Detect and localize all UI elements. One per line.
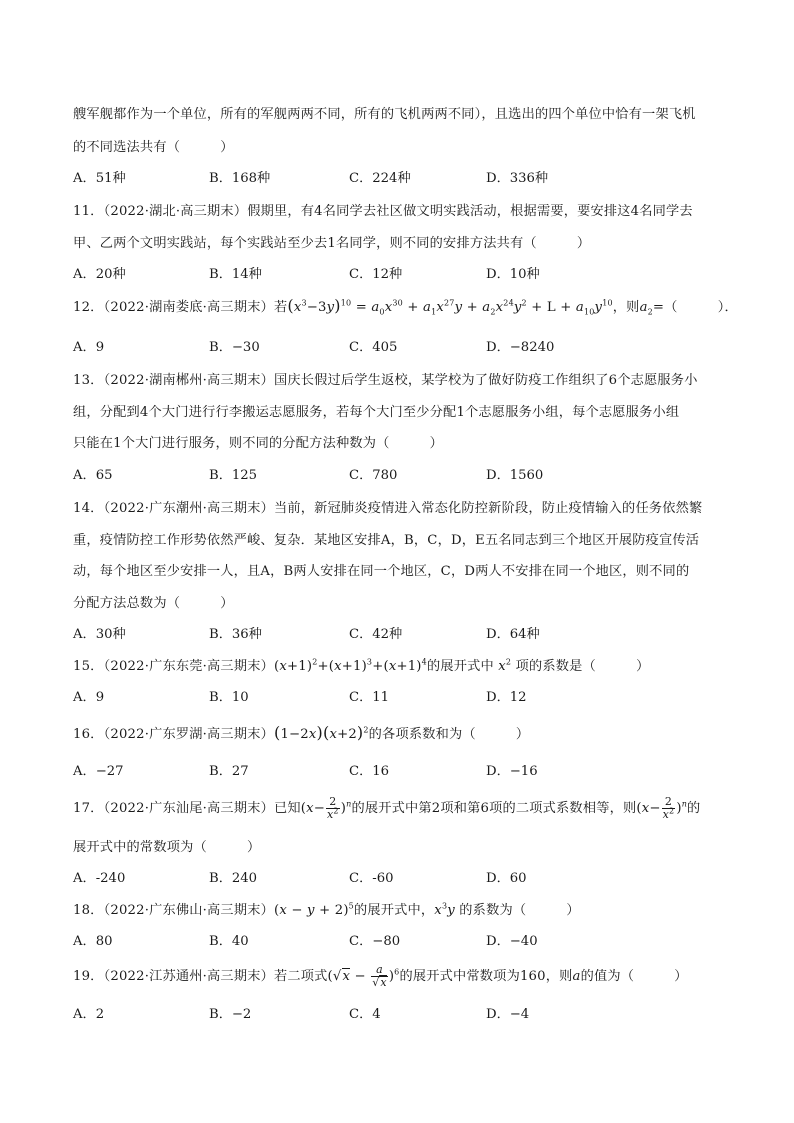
q19-formula: (√x − $\frac{a}{√x}$ )$^6$ bbox=[327, 963, 400, 989]
q16-suffix: 的各项系数和为（ ） bbox=[368, 727, 530, 742]
q17-formula-1: (x− $\frac{2}{x^2}$ )$^n$ bbox=[300, 795, 352, 821]
q12-text bbox=[73, 296, 738, 315]
q14-option-a: A．30种 bbox=[73, 627, 126, 642]
q15-option-c: C．11 bbox=[349, 690, 390, 705]
q11-option-a: A．20种 bbox=[73, 267, 126, 282]
q14-option-d: D．64种 bbox=[486, 627, 540, 642]
q11-option-c: C．12种 bbox=[349, 267, 403, 282]
q17-text-line2: 展开式中的常数项为（ ） bbox=[73, 840, 261, 855]
q11-text-line1: 11．（2022·湖北·高三期末）假期里，有4名同学去社区做文明实践活动，根据需要，要安排这4名同学去 bbox=[73, 204, 693, 219]
q19-option-c: C．4 bbox=[349, 1007, 381, 1022]
q16-option-a: A．−27 bbox=[73, 764, 124, 779]
q13-option-b: B．125 bbox=[209, 468, 258, 483]
q15-tail: 项的系数是（ ） bbox=[515, 659, 650, 674]
q15-text bbox=[73, 655, 650, 674]
q16-prefix: 16．（2022·广东罗湖·高三期末） bbox=[73, 727, 274, 742]
q12-tail: =（ ）． bbox=[652, 300, 738, 315]
q17-end: 的 bbox=[687, 801, 701, 816]
q16-option-b: B．27 bbox=[209, 764, 249, 779]
q12-formula: $(x^3-3y)^{10} = a_0x^{30} + a_1x^{27}y + a_2x^{24}y^2 + L + a_{10}y^{10}$ bbox=[287, 296, 613, 317]
q17-middle: 的展开式中第2项和第6项的二项式系数相等，则 bbox=[351, 801, 637, 816]
q18-text bbox=[73, 899, 580, 918]
q14-text-line1: 14．（2022·广东潮州·高三期末）当前，新冠肺炎疫情进入常态化防控新阶段，防止疫情输入的任务依然繁 bbox=[73, 501, 703, 516]
q18-formula: $(x - y + 2)^5$ bbox=[274, 901, 354, 918]
q12-option-b: B．−30 bbox=[209, 340, 260, 355]
q10-text-line2: 的不同选法共有（ ） bbox=[73, 140, 234, 155]
q10-option-c: C．224种 bbox=[349, 171, 411, 186]
q19-option-d: D．−4 bbox=[486, 1007, 530, 1022]
q16-option-d: D．−16 bbox=[486, 764, 538, 779]
q18-term: $x^3y$ bbox=[434, 901, 455, 918]
q15-option-b: B．10 bbox=[209, 690, 249, 705]
q13-option-a: A．65 bbox=[73, 468, 113, 483]
q17-option-b: B．240 bbox=[209, 871, 258, 886]
q12-prefix: 12．（2022·湖南娄底·高三期末）若 bbox=[73, 300, 288, 315]
q10-option-d: D．336种 bbox=[486, 171, 549, 186]
q19-prefix: 19．（2022·江苏通州·高三期末）若二项式 bbox=[73, 969, 328, 984]
q19-text bbox=[73, 964, 688, 989]
q15-option-d: D．12 bbox=[486, 690, 527, 705]
q13-text-line3: 只能在1个大门进行服务，则不同的分配方法种数为（ ） bbox=[73, 436, 444, 451]
q14-text-line3: 动，每个地区至少安排一人，且A，B两人安排在同一个地区，C，D两人不安排在同一个地区，则不同的 bbox=[73, 564, 690, 579]
q12-a2: $a_2$ bbox=[639, 300, 653, 317]
q11-option-b: B．14种 bbox=[209, 267, 262, 282]
q18-prefix: 18．（2022·广东佛山·高三期末） bbox=[73, 903, 274, 918]
q15-option-a: A．9 bbox=[73, 690, 105, 705]
q13-option-c: C．780 bbox=[349, 468, 398, 483]
q10-text-line1: 艘军舰都作为一个单位，所有的军舰两两不同，所有的飞机两两不同），且选出的四个单位中恰有一架飞机 bbox=[73, 107, 696, 122]
q19-option-b: B．−2 bbox=[209, 1007, 252, 1022]
q19-option-a: A．2 bbox=[73, 1007, 105, 1022]
q11-text-line2: 甲、乙两个文明实践站，每个实践站至少去1名同学，则不同的安排方法共有（ ） bbox=[73, 236, 591, 251]
q17-text-line1 bbox=[73, 796, 700, 821]
q15-term: $x^2$ bbox=[493, 657, 512, 674]
q17-option-d: D．60 bbox=[486, 871, 527, 886]
q15-suffix: 的展开式中 bbox=[426, 659, 494, 674]
q19-suffix: 的展开式中常数项为160，则 bbox=[399, 969, 573, 984]
q16-formula: $(1-2x)(x+2)^2$ bbox=[274, 723, 369, 742]
q18-option-b: B．40 bbox=[209, 934, 249, 949]
q12-option-d: D．−8240 bbox=[486, 340, 555, 355]
q14-text-line4: 分配方法总数为（ ） bbox=[73, 596, 234, 611]
q12-suffix: ，则 bbox=[612, 300, 640, 315]
q19-tail: 的值为（ ） bbox=[580, 969, 688, 984]
q18-option-a: A．80 bbox=[73, 934, 113, 949]
q16-option-c: C．16 bbox=[349, 764, 390, 779]
q14-option-c: C．42种 bbox=[349, 627, 403, 642]
q10-option-b: B．168种 bbox=[209, 171, 271, 186]
q11-option-d: D．10种 bbox=[486, 267, 540, 282]
q18-tail: 的系数为（ ） bbox=[459, 903, 580, 918]
q15-formula: $(x+1)^2+(x+1)^3+(x+1)^4$ bbox=[274, 657, 427, 674]
q12-option-c: C．405 bbox=[349, 340, 398, 355]
q18-option-d: D．−40 bbox=[486, 934, 538, 949]
q15-prefix: 15．（2022·广东东莞·高三期末） bbox=[73, 659, 274, 674]
q14-text-line2: 重，疫情防控工作形势依然严峻、复杂．某地区安排A，B，C，D，E五名同志到三个地区开展防疫宣传活 bbox=[73, 533, 700, 548]
q16-text bbox=[73, 723, 529, 742]
q13-text-line1: 13．（2022·湖南郴州·高三期末）国庆长假过后学生返校，某学校为了做好防疫工作组织了6个志愿服务小 bbox=[73, 373, 698, 388]
q18-suffix: 的展开式中， bbox=[353, 903, 435, 918]
q17-formula-2: (x− $\frac{2}{x^2}$ )$^n$ bbox=[636, 795, 688, 821]
q19-a: a bbox=[572, 969, 581, 984]
q17-option-a: A．-240 bbox=[73, 871, 126, 886]
q18-option-c: C．−80 bbox=[349, 934, 401, 949]
q12-option-a: A．9 bbox=[73, 340, 105, 355]
q13-text-line2: 组，分配到4个大门进行行李搬运志愿服务，若每个大门至少分配1个志愿服务小组，每个志愿服务小组 bbox=[73, 405, 680, 420]
q14-option-b: B．36种 bbox=[209, 627, 262, 642]
q17-option-c: C．-60 bbox=[349, 871, 394, 886]
q13-option-d: D．1560 bbox=[486, 468, 544, 483]
q10-option-a: A．51种 bbox=[73, 171, 126, 186]
q17-prefix: 17．（2022·广东汕尾·高三期末）已知 bbox=[73, 801, 301, 816]
